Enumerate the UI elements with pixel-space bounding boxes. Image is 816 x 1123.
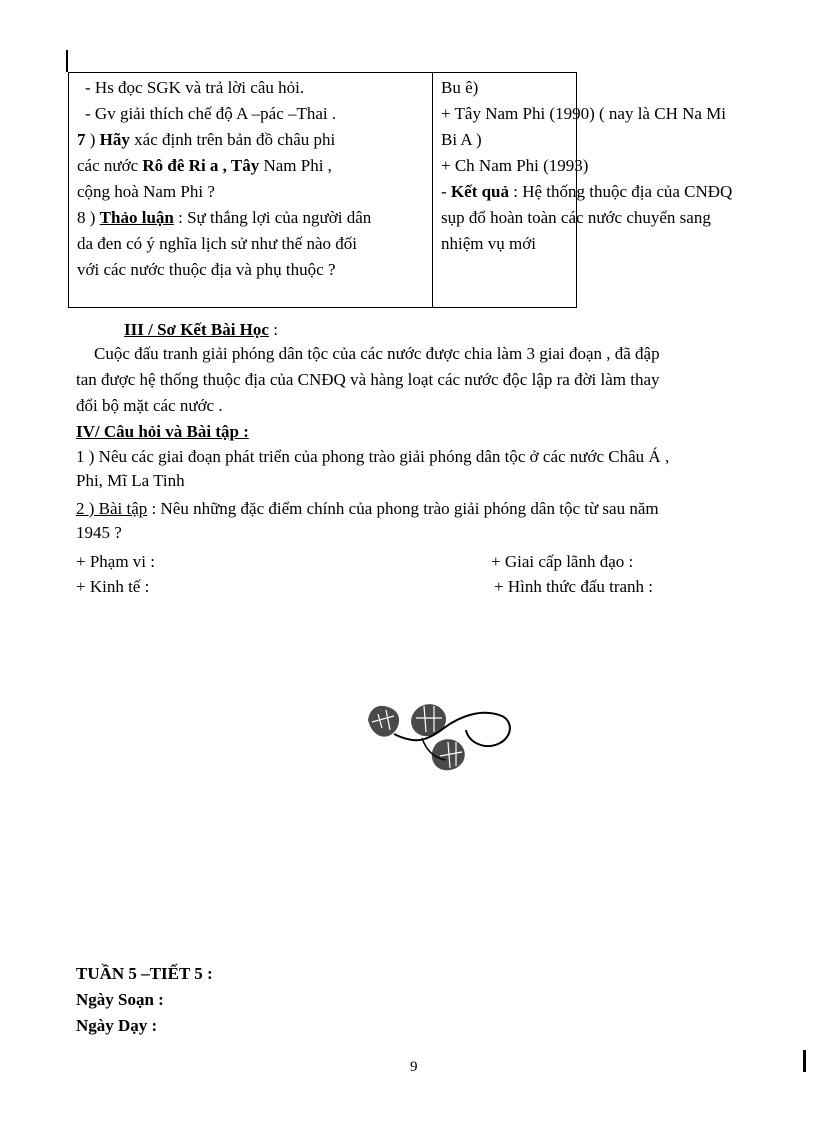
date-taught: Ngày Dạy :	[76, 1016, 158, 1035]
summary-line: đổi bộ mặt các nước .	[76, 396, 223, 415]
activity-line: - Hs đọc SGK và trả lời câu hỏi.	[85, 78, 305, 97]
result-line: - Kết quả : Hệ thống thuộc địa của CNĐQ	[441, 182, 733, 201]
summary-line: tan được hệ thống thuộc địa của CNĐQ và hàng loạt các nước độc lập ra đời làm thay	[76, 370, 660, 389]
margin-mark-left	[66, 50, 68, 72]
exercise-question-2-line-2: 1945 ?	[76, 523, 122, 542]
date-prepared: Ngày Soạn :	[76, 990, 164, 1009]
content-line: + Tây Nam Phi (1990) ( nay là CH Na Mi	[441, 104, 727, 123]
exercise-question-2: 2 ) Bài tập : Nêu những đặc điểm chính của phong trào giải phóng dân tộc từ sau năm	[76, 499, 659, 518]
content-line: Bi A )	[441, 130, 482, 149]
content-line: + Ch Nam Phi (1993)	[441, 156, 589, 175]
content-cell	[433, 73, 733, 308]
item-economy: + Kinh tế :	[76, 577, 150, 596]
summary-heading: III / Sơ Kết Bài Học :	[124, 320, 278, 339]
summary-line: Cuộc đấu tranh giải phóng dân tộc của các nước được chia làm 3 giai đoạn , đã đập	[94, 344, 660, 363]
exercise-question-1: 1 ) Nêu các giai đoạn phát triển của phong trào giải phóng dân tộc ở các nước Châu Á ,	[76, 447, 670, 466]
teacher-activity-cell	[69, 73, 433, 308]
question-8-line-2: da đen có ý nghĩa lịch sử như thế nào đối	[77, 234, 357, 253]
question-7: 7 ) Hãy xác định trên bản đồ châu phi	[77, 130, 336, 149]
item-struggle-form: + Hình thức đấu tranh :	[494, 577, 654, 596]
question-8-line-3: với các nước thuộc địa và phụ thuộc ?	[77, 260, 336, 279]
exercises-heading: IV/ Câu hỏi và Bài tập :	[76, 422, 249, 441]
item-leading-class: + Giai cấp lãnh đạo :	[491, 552, 634, 571]
exercise-question-1-line-2: Phi, Mĩ La Tinh	[76, 471, 185, 490]
summary-paragraph	[76, 341, 776, 419]
content-line: sụp đổ hoàn toàn các nước chuyển sang	[441, 208, 711, 227]
page-number: 9	[410, 1059, 418, 1075]
leaf-ornament	[364, 698, 512, 776]
question-7-line-2: các nước Rô đê Ri a , Tây Nam Phi ,	[77, 156, 332, 175]
item-scope: + Phạm vi :	[76, 552, 156, 571]
content-line: nhiệm vụ mới	[441, 234, 536, 253]
content-line: Bu ê)	[441, 78, 479, 97]
margin-mark-right	[803, 1050, 806, 1072]
question-8: 8 ) Thảo luận : Sự thắng lợi của người dân	[77, 208, 372, 227]
week-lesson-title: TUẦN 5 –TIẾT 5 :	[76, 964, 213, 983]
question-7-line-3: cộng hoà Nam Phi ?	[77, 182, 215, 201]
activity-table	[68, 72, 733, 308]
activity-line: - Gv giải thích chế độ A –pác –Thai .	[85, 104, 337, 123]
